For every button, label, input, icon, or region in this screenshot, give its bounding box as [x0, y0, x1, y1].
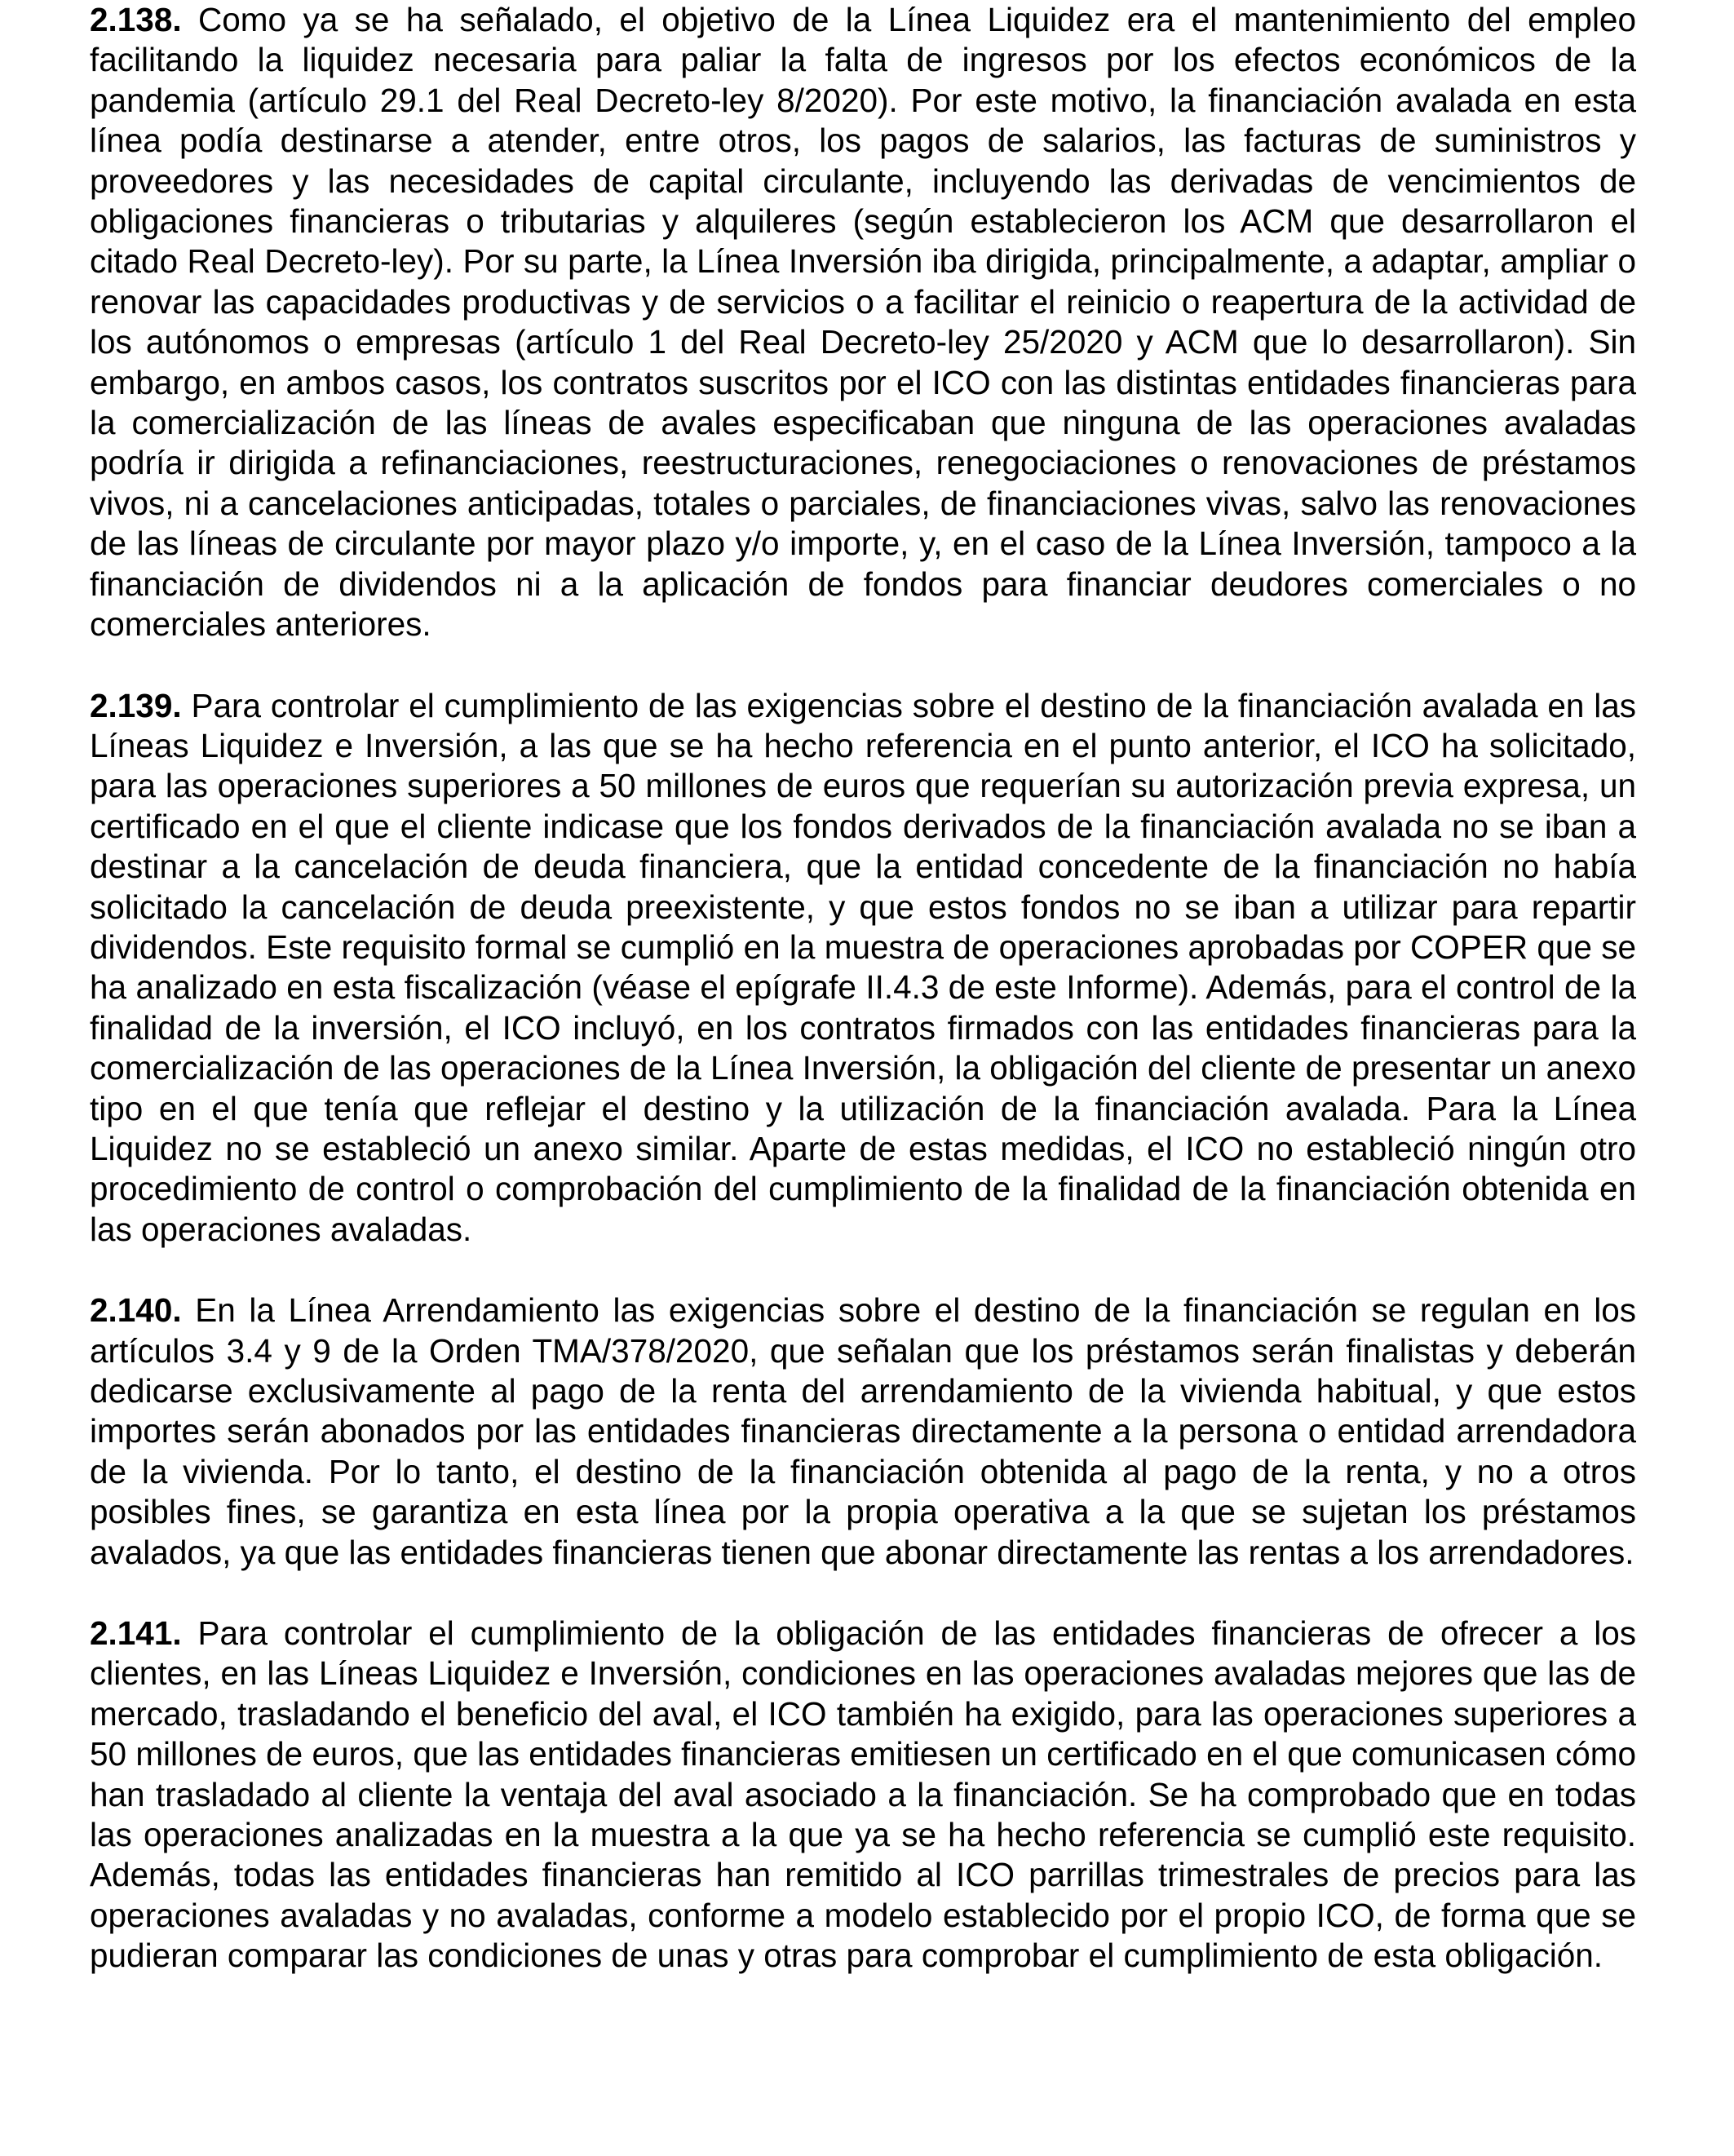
paragraph-number: 2.141. — [90, 1614, 182, 1653]
document-page — [90, 0, 1636, 2017]
paragraph-number: 2.140. — [90, 1291, 182, 1330]
paragraph-number: 2.138. — [90, 1, 182, 38]
paragraph-text: Para controlar el cumplimiento de la obligación de las entidades financieras de ofrecer a los clientes, en las Líneas Liquidez e Inversión, condiciones en las operaciones avaladas mejores que las de mercado, trasladando el beneficio del aval, el ICO también ha exigido, para las operaciones superiores a 50 millones de euros, que las entidades financieras emitiesen un certificado en el que comunicasen cómo han trasladado al cliente la ventaja del aval asociado a la financiación. Se ha comprobado que en todas las operaciones analizadas en la muestra a la que ya se ha hecho referencia se cumplió este requisito. Además, todas las entidades financieras han remitido al ICO parrillas trimestrales de precios para las operaciones avaladas y no avaladas, conforme a modelo establecido por el propio ICO, de forma que se pudieran comparar las condiciones de unas y otras para comprobar el cumplimiento de esta obligación. — [90, 1614, 1636, 1975]
paragraph-2-138 — [90, 0, 1636, 645]
paragraph-number: 2.139. — [90, 686, 182, 724]
paragraph-text: Como ya se ha señalado, el objetivo de la Línea Liquidez era el mantenimiento del empleo facilitando la liquidez necesaria para paliar la falta de ingresos por los efectos económicos de la pandemia (artículo 29.1 del Real Decreto-ley 8/2020). Por este motivo, la financiación avalada en esta línea podía destinarse a atender, entre otros, los pagos de salarios, las facturas de suministros y proveedores y las necesidades de capital circulante, incluyendo las derivadas de vencimientos de obligaciones financieras o tributarias y alquileres (según establecieron los ACM que desarrollaron el citado Real Decreto-ley). Por su parte, la Línea Inversión iba dirigida, principalmente, a adaptar, ampliar o renovar las capacidades productivas y de servicios o a facilitar el reinicio o reapertura de la actividad de los autónomos o empresas (artículo 1 del Real Decreto-ley 25/2020 y ACM que lo desarrollaron). Sin embargo, en ambos casos, los contratos suscritos por el ICO con las distintas entidades financieras para la comercialización de las líneas de avales especificaban que ninguna de las operaciones avaladas podría ir dirigida a refinanciaciones, reestructuraciones, renegociaciones o renovaciones de préstamos vivos, ni a cancelaciones anticipadas, totales o parciales, de financiaciones vivas, salvo las renovaciones de las líneas de circulante por mayor plazo y/o importe, y, en el caso de la Línea Inversión, tampoco a la financiación de dividendos ni a la aplicación de fondos para financiar deudores comerciales o no comerciales anteriores. — [90, 1, 1636, 644]
paragraph-2-139 — [90, 686, 1636, 1251]
paragraph-text: Para controlar el cumplimiento de las exigencias sobre el destino de la financiación avalada en las Líneas Liquidez e Inversión, a las que se ha hecho referencia en el punto anterior, el ICO ha solicitado, para las operaciones superiores a 50 millones de euros que requerían su autorización previa expresa, un certificado en el que el cliente indicase que los fondos derivados de la financiación avalada no se iban a destinar a la cancelación de deuda financiera, que la entidad concedente de la financiación no había solicitado la cancelación de deuda preexistente, y que estos fondos no se iban a utilizar para repartir dividendos. Este requisito formal se cumplió en la muestra de operaciones aprobadas por COPER que se ha analizado en esta fiscalización (véase el epígrafe II.4.3 de este Informe). Además, para el control de la finalidad de la inversión, el ICO incluyó, en los contratos firmados con las entidades financieras para la comercialización de las operaciones de la Línea Inversión, la obligación del cliente de presentar un anexo tipo en el que tenía que reflejar el destino y la utilización de la financiación avalada. Para la Línea Liquidez no se estableció un anexo similar. Aparte de estas medidas, el ICO no estableció ningún otro procedimiento de control o comprobación del cumplimiento de la finalidad de la financiación obtenida en las operaciones avaladas. — [90, 686, 1636, 1248]
paragraph-2-141 — [90, 1614, 1636, 1977]
paragraph-2-140 — [90, 1291, 1636, 1573]
paragraph-text: En la Línea Arrendamiento las exigencias sobre el destino de la financiación se regulan en los artículos 3.4 y 9 de la Orden TMA/378/2020, que señalan que los préstamos serán finalistas y deberán dedicarse exclusivamente al pago de la renta del arrendamiento de la vivienda habitual, y que estos importes serán abonados por las entidades financieras directamente a la persona o entidad arrendadora de la vivienda. Por lo tanto, el destino de la financiación obtenida al pago de la renta, y no a otros posibles fines, se garantiza en esta línea por la propia operativa a la que se sujetan los préstamos avalados, ya que las entidades financieras tienen que abonar directamente las rentas a los arrendadores. — [90, 1291, 1636, 1571]
